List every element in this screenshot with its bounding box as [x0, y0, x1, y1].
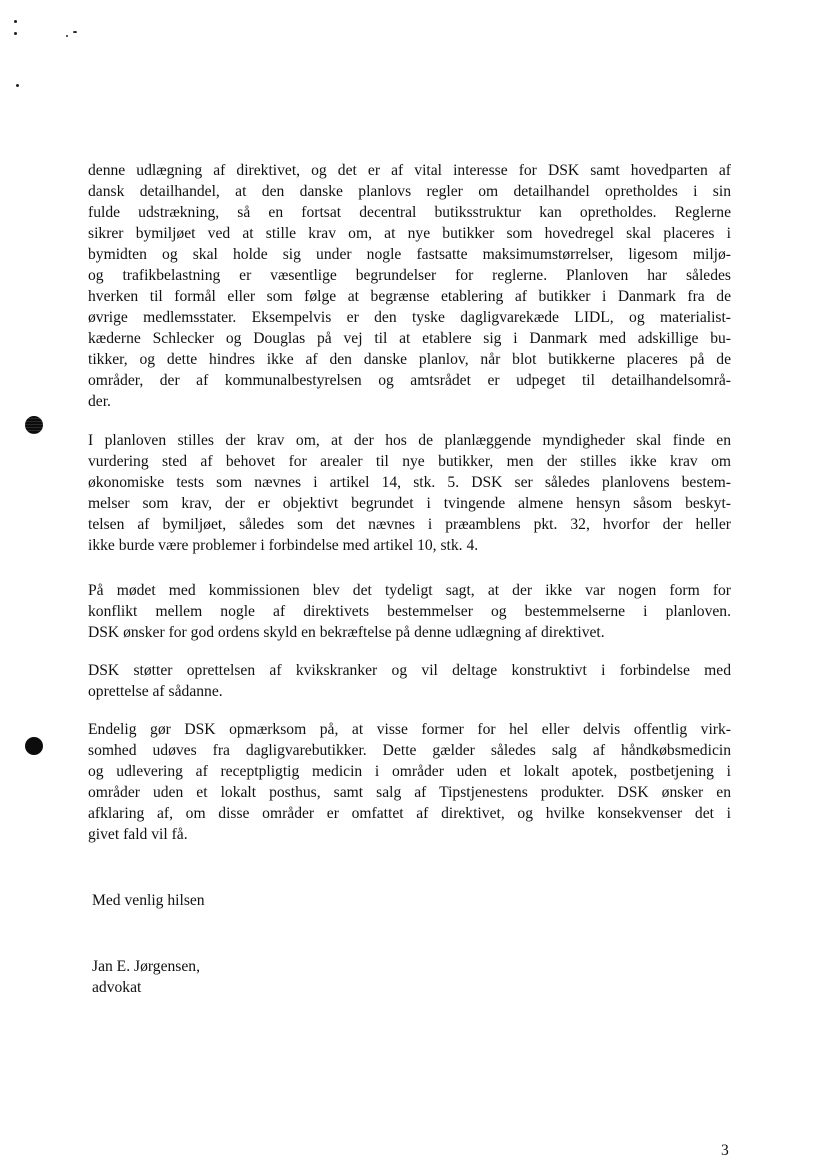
signer-name: Jan E. Jørgensen,: [92, 958, 200, 975]
text-line: områder uden et lokalt posthus, samt salg af Tipstjenestens produkter. DSK ønsker en: [88, 784, 731, 801]
paragraph-1: [88, 160, 731, 412]
text-line: tikker, og dette hindres ikke af den danske planlov, når blot butikkerne placeres på de: [88, 351, 731, 368]
text-line: og trafikbelastning er væsentlige begrundelser for reglerne. Planloven har således: [88, 267, 731, 284]
text-line: oprettelse af sådanne.: [88, 683, 223, 700]
text-line: DSK ønsker for god ordens skyld en bekræftelse på denne udlægning af direktivet.: [88, 624, 605, 641]
text-line: givet fald vil få.: [88, 826, 188, 843]
signer-title: advokat: [92, 979, 142, 996]
text-line: Endelig gør DSK opmærksom på, at visse former for hel eller delvis offentlig virk-: [88, 721, 731, 738]
text-line: På mødet med kommissionen blev det tydeligt sagt, at der ikke var nogen form for: [88, 582, 731, 599]
text-line: telsen af bymiljøet, således som det nævnes i præamblens pkt. 32, hvorfor der heller: [88, 516, 731, 533]
text-line: afklaring af, om disse områder er omfattet af direktivet, og hvilke konsekvenser det i: [88, 805, 731, 822]
text-line: konflikt mellem nogle af direktivets bestemmelser og bestemmelserne i planloven.: [88, 603, 731, 620]
greeting-text: Med venlig hilsen: [92, 892, 205, 909]
text-line: kæderne Schlecker og Douglas på vej til at etablere sig i Danmark med adskillige bu-: [88, 330, 731, 347]
closing-greeting: [92, 890, 205, 911]
text-line: somhed udøves fra dagligvarebutikker. Dette gælder således salg af håndkøbsmedicin: [88, 742, 731, 759]
text-line: DSK støtter oprettelsen af kvikskranker og vil deltage konstruktivt i forbindelse med: [88, 662, 731, 679]
scan-speck: [66, 35, 68, 37]
text-line: økonomiske tests som nævnes i artikel 14, stk. 5. DSK ser således planlovens bestem-: [88, 474, 731, 491]
text-line: der.: [88, 393, 111, 410]
text-line: I planloven stilles der krav om, at der hos de planlæggende myndigheder skal finde en: [88, 432, 731, 449]
paragraph-4: [88, 660, 731, 702]
text-line: vurdering sted af behovet for arealer til nye butikker, men der stilles ikke krav om: [88, 453, 731, 470]
signature-block: [92, 956, 200, 998]
paragraph-3: [88, 580, 731, 643]
text-line: denne udlægning af direktivet, og det er af vital interesse for DSK samt hovedparten af: [88, 162, 731, 179]
text-line: dansk detailhandel, at den danske planlovs regler om detailhandel opretholdes i sin: [88, 183, 731, 200]
scan-speck: [14, 32, 17, 35]
punch-hole: [25, 737, 43, 755]
paragraph-5: [88, 719, 731, 845]
text-line: melser som krav, der er objektivt begrundet i tvingende almene hensyn såsom beskyt-: [88, 495, 731, 512]
text-line: øvrige medlemsstater. Eksempelvis er den tyske dagligvarekæde LIDL, og materialist-: [88, 309, 731, 326]
text-line: og udlevering af receptpligtig medicin i områder uden et lokalt apotek, postbetjening i: [88, 763, 731, 780]
text-line: fulde udstrækning, så en fortsat decentral butiksstruktur kan opretholdes. Reglerne: [88, 204, 731, 221]
text-line: områder, der af kommunalbestyrelsen og amtsrådet er udpeget til detailhandelsområ-: [88, 372, 731, 389]
text-line: ikke burde være problemer i forbindelse med artikel 10, stk. 4.: [88, 537, 479, 554]
scan-speck: [16, 84, 19, 87]
punch-hole: [25, 416, 43, 434]
paragraph-2: [88, 430, 731, 556]
scan-speck: [73, 31, 77, 33]
page-number: 3: [721, 1142, 729, 1159]
text-line: sikrer bymiljøet ved at stille krav om, at nye butikker som hovedregel skal placeres i: [88, 225, 731, 242]
text-line: bymidten og skal holde sig under nogle fastsatte maksimumstørrelser, ligesom miljø-: [88, 246, 731, 263]
text-line: hverken til formål eller som følge at begrænse etablering af butikker i Danmark fra de: [88, 288, 731, 305]
scan-speck: [14, 20, 17, 23]
